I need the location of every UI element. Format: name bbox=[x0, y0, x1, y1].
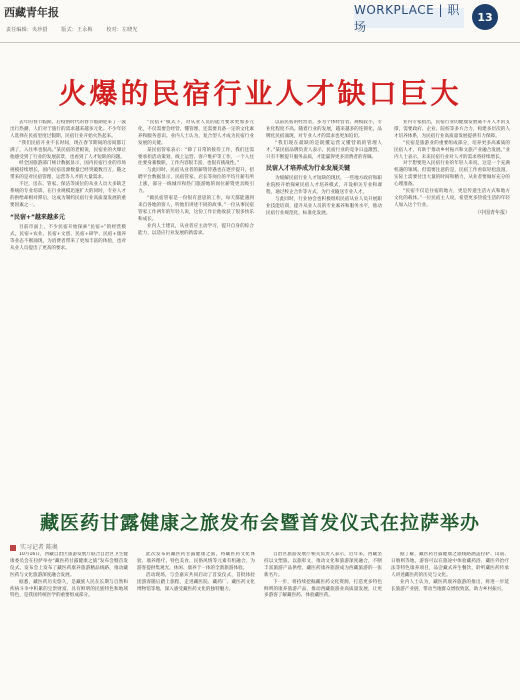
section-label: WORKPLACE | 职场 bbox=[354, 8, 464, 28]
paragraph: “我们现在最缺的是既懂运营又懂营销的管理人才。”某民宿品牌负责人表示，民宿行业的竞争日益激烈，只有不断提升服务品质，才能赢得更多消费者的青睐。 bbox=[266, 140, 382, 160]
paragraph: “民宿是旅游业的重要组成部分，培养更多高素质的民宿人才，有助于推动乡村振兴和文旅产业融合发展。”业内人士表示，未来民宿行业对人才的需求将持续增长。 bbox=[394, 140, 510, 160]
article2-column-1 bbox=[10, 552, 128, 697]
byline-text: 实习记者 陈奥 bbox=[20, 544, 58, 551]
subheading: 民宿人才培养成为行业发展关键 bbox=[266, 165, 351, 173]
paragraph: “民宿+”模式下，对从业人员的能力要求更加多元化，不仅需要会经营、懂管理，还需要具备一定的文化素养和服务意识。业内人士认为，复合型人才成为民宿行业发展的关键。 bbox=[138, 120, 254, 146]
article1-column-4 bbox=[394, 120, 510, 390]
paragraph: 此次发布的藏医药甘露健康之旅，将藏医药文化体验、康养理疗、特色美食、民俗风情等元素有机融合，为游客提供集观光、休闲、康养于一体的全新旅游体验。 bbox=[137, 552, 255, 571]
article2-headline: 藏医药甘露健康之旅发布会暨首发仪式在拉萨举办 bbox=[39, 512, 480, 534]
paragraph: 与此同时，行业协会也积极组织民宿从业人员开展职业技能培训，提升从业人员的专业素养和服务水平，推动民宿行业规范化、标准化发展。 bbox=[266, 197, 382, 216]
article1-column-1 bbox=[10, 120, 126, 390]
proof-credit: 校对：左晓光 bbox=[106, 27, 138, 33]
paragraph: 业内人士建议，从业者应主动学习，提升自身的综合能力，以适应行业发展的新需求。 bbox=[138, 223, 254, 236]
editor-credits bbox=[6, 26, 150, 33]
byline-marker bbox=[10, 545, 16, 551]
paragraph: 不过，房东、管家、保洁等岗位的从业人员大多缺乏系统的专业培训。在行业规模迅速扩大的同时，专业人才的供给却相对滞后，这成为制约民宿行业高质量发展的重要因素之一。 bbox=[10, 182, 126, 208]
page-header bbox=[0, 0, 520, 43]
paragraph: 对于想要进入民宿行业的年轻人来说，这是一个充满机遇的领域。但需要注意的是，民宿工作看似轻松浪漫，实际上需要付出大量的时间和精力，从业者要做好充分的心理准备。 bbox=[394, 161, 510, 188]
subheading: “民宿+”越来越多元 bbox=[10, 213, 65, 221]
article1-body bbox=[10, 120, 510, 390]
paragraph: 10月16日，西藏自治区旅游发展厅联合自治区卫生健康委员会在拉萨举办“藏医药甘露健康之旅”发布会暨首发仪式。发布会上发布了藏医药康养旅游精品线路，推动藏医药与文化旅游深度融合发展。 bbox=[10, 552, 128, 578]
page-number: 13 bbox=[472, 4, 498, 30]
article2-column-3 bbox=[264, 552, 382, 697]
paragraph: 业内专家指出，民宿行业的健康发展离不开人才的支撑，需要政府、企业、院校等多方合力，构建多层次的人才培养体系，为民宿行业高质量发展提供有力保障。 bbox=[394, 120, 510, 139]
paragraph: 目前市面上，不少民宿开始探索“民宿+”的经营模式，民宿+农业、民宿+文创、民宿+研学、民宿+康养等业态不断涌现，为消费者带来了更加丰富的体验，也对从业人员提出了更高的要求。 bbox=[10, 224, 126, 251]
paragraph: 业内人士认为，藏医药康养旅游的推出，将进一步延长旅游产业链，带动当地群众增收致富，助力乡村振兴。 bbox=[391, 579, 509, 592]
paragraph: 某民宿管家表示：“除了日常的接待工作，我们还需要承担活动策划、线上运营、客户维护等工作，一个人往往要身兼数职，工作内容很丰富，也很有挑战性。” bbox=[138, 147, 254, 167]
paragraph: 经全国旅游部门统计数据显示，国内民宿行业的市场规模持续增长，国内民宿房源数量已经突破数百万，随之带来的是对民宿管理、运营等人才的大量需求。 bbox=[10, 161, 126, 181]
article1-column-2 bbox=[138, 120, 254, 390]
source-credit: （中国青年报） bbox=[474, 209, 510, 216]
article2-body bbox=[10, 552, 510, 697]
paragraph: 据了解，藏医药甘露健康之旅线路涵盖拉萨、山南、日喀则等地，游客可以在旅途中体验藏药浴、藏医外治疗法等特色康养项目，品尝藏式养生餐饮，聆听藏医药传承人讲述藏医药的历史与文化。 bbox=[391, 552, 509, 578]
article1-column-3 bbox=[266, 120, 382, 390]
paragraph: “民宿不仅是住宿的地方，更是传递生活方式和地方文化的载体。”一位民宿主人说，希望更多热爱生活的年轻人加入这个行业。 bbox=[394, 189, 510, 208]
article2-column-2 bbox=[137, 552, 255, 697]
article2-column-4 bbox=[391, 552, 509, 697]
paragraph: 据悉，藏医药历史悠久，是藏族人民在长期与自然和疾病斗争中积累的宝贵财富，具有鲜明的民族特色和地域特色，是我国传统医学的重要组成部分。 bbox=[10, 579, 128, 599]
paragraph: 以前民宿的经营者，多为个体经营者，规模较小，专业化程度不高。随着行业的发展，越来越多的连锁化、品牌化民宿涌现，对专业人才的需求也更加迫切。 bbox=[266, 120, 382, 139]
article2-byline bbox=[10, 542, 58, 551]
article1-headline: 火爆的民宿行业人才缺口巨大 bbox=[58, 77, 462, 110]
paragraph: 去年的春节假期，后疫情时代的春节假期迎来了一波出行热潮，人们对于旅行的需求越来越多元化。不少年轻人选择在民宿里度过假期，民宿行业开始火热起来。 bbox=[10, 120, 126, 139]
layout-credit: 版式：王永梅 bbox=[61, 27, 93, 33]
paragraph: 下一步，将持续挖掘藏医药文化资源，打造更多特色鲜明的康养旅游产品，推动西藏旅游业高质量发展，让更多游客了解藏医药、体验藏医药。 bbox=[264, 579, 382, 599]
editor-credit: 责任编辑：央珍措 bbox=[6, 27, 48, 33]
paragraph: 为缓解民宿行业人才短缺的现状，一些地方政府和职业院校开始探索民宿人才培养模式，开设相关专业和课程，通过校企合作等方式，为行业输送专业人才。 bbox=[266, 176, 382, 196]
paragraph: 活动现场，与会嘉宾共同启动了首发仪式，首批体验团游客随后踏上旅程，走进藏医院、藏药厂、藏医药文化博物馆等地，深入感受藏医药文化的独特魅力。 bbox=[137, 572, 255, 592]
paragraph: “做民宿管家是一份很有意思的工作，每天都能遇到来自各地的客人，听他们讲述不同的故事。”一位从事民宿管家工作两年的年轻人说，这份工作让他收获了很多快乐和成长。 bbox=[138, 195, 254, 222]
masthead: 西藏青年报 bbox=[4, 6, 59, 19]
paragraph: 与此同时，民宿从业者的薪资待遇也在逐步提升。招聘平台数据显示，民宿管家、店长等岗位的平均月薪有所上涨，部分一线城市和热门旅游地的岗位薪资更具吸引力。 bbox=[138, 168, 254, 195]
paragraph: “我们民宿开业不长时间，现在春节期间的房间都订满了，入住率也很高。”某民宿的老板说，民宿业的火爆让他感受到了行业的发展前景，也看到了人才短缺的问题。 bbox=[10, 140, 126, 160]
paragraph: 自治区旅游发展厅相关负责人表示，近年来，西藏坚持以文塑旅、以旅彰文，推动文化和旅游深度融合，不断丰富旅游产品供给，藏医药康养旅游成为西藏旅游的一张新名片。 bbox=[264, 552, 382, 578]
